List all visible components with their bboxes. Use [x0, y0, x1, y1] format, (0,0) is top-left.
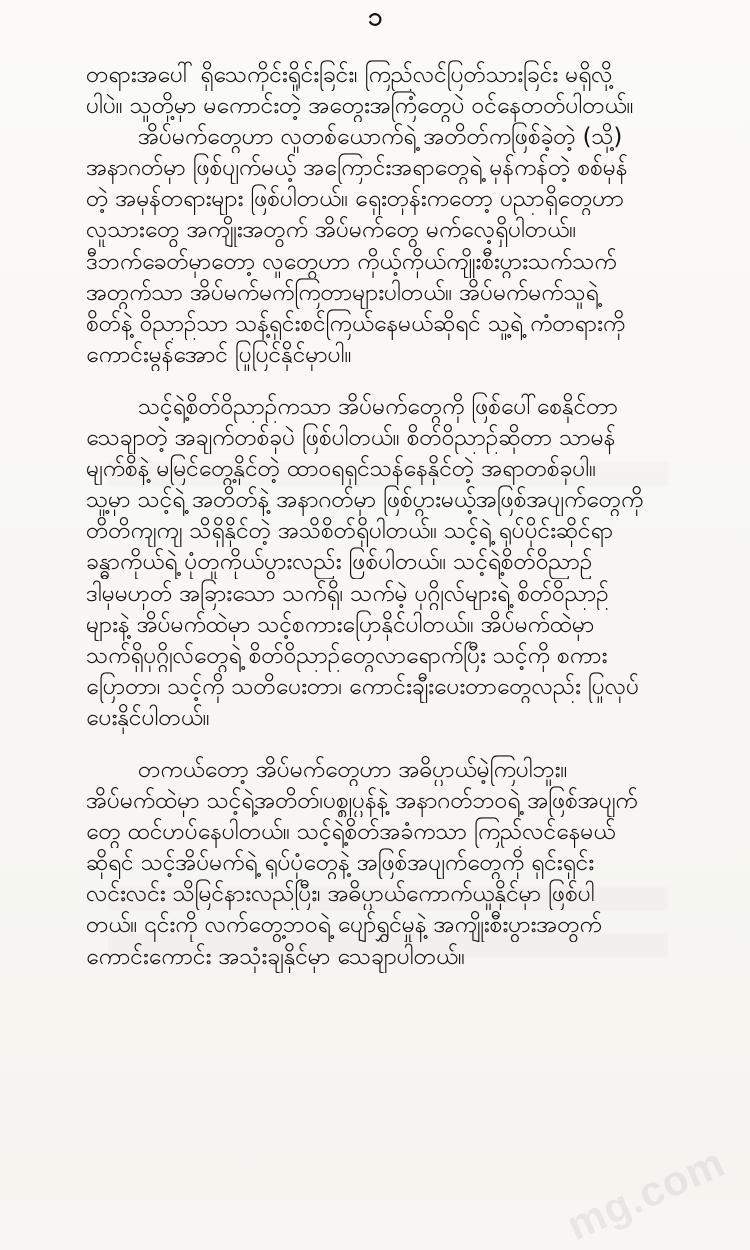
watermark: mg.com: [559, 1138, 732, 1250]
paragraph-gap: [86, 734, 664, 755]
paragraph-line: ပြောတာ၊ သင့်ကို သတိပေးတာ၊ ကောင်းချီးပေးတာတွေလည်း ပြုလုပ်: [86, 673, 639, 700]
paragraph-line: အနာဂတ်မှာ ဖြစ်ပျက်မယ့် အကြောင်းအရာတွေရဲ့ မှန်ကန်တဲ့ စစ်မှန်: [86, 155, 628, 182]
paragraph-line: ကောင်းကောင်း အသုံးချနိုင်မှာ သေချာပါတယ်။: [86, 943, 465, 970]
paragraph-line: တယ်။ ၎င်းကို လက်တွေ့ဘဝရဲ့ ပျော်ရွှင်မှုနဲ့ အကျိုးစီးပွားအတွက်: [86, 912, 602, 939]
paragraph-line: အတွက်သာ အိပ်မက်မက်ကြတာများပါတယ်။ အိပ်မက်မက်သူရဲ့: [86, 279, 599, 306]
paragraph-line: စိတ်နဲ့ ဝိညာဉ်သာ သန့်ရှင်းစင်ကြယ်နေမယ်ဆိုရင် သူ့ရဲ့ ကံတရားကို: [86, 310, 626, 337]
paragraph-line: သူ့မှာ သင့်ရဲ့ အတိတ်နဲ့ အနာဂတ်မှာ ဖြစ်ပွားမယ့်အဖြစ်အပျက်တွေကို: [86, 487, 644, 514]
paragraph-line: လင်းလင်း သိမြင်နားလည်ပြီး၊ အဓိပ္ပာယ်ကောက်ယူနိုင်မှာ ဖြစ်ပါ: [86, 881, 595, 908]
paragraph-line: ခန္ဓာကိုယ်ရဲ့ ပုံတူကိုယ်ပွားလည်း ဖြစ်ပါတယ်။ သင့်ရဲ့စိတ်ဝိညာဉ်: [86, 549, 593, 576]
paragraph-line: တွေ ထင်ဟပ်နေပါတယ်။ သင့်ရဲ့စိတ်အခံကသာ ကြည်လင်နေမယ်: [86, 819, 616, 846]
paragraph-line: ဆိုရင် သင့်အိပ်မက်ရဲ့ ရုပ်ပုံတွေနဲ့ အဖြစ်အပျက်တွေကို ရှင်းရှင်း: [86, 850, 594, 877]
paragraph-line: များနဲ့ အိပ်မက်ထဲမှာ သင့်စကားပြောနိုင်ပါတယ်။ အိပ်မက်ထဲမှာ: [86, 611, 595, 638]
paragraph-line: သက်ရှိပုဂ္ဂိုလ်တွေရဲ့ စိတ်ဝိညာဉ်တွေလာရောက်ပြီး သင့်ကို စကား: [86, 642, 608, 669]
paragraph-line: တရားအပေါ် ရှိသေကိုင်းရှိုင်းခြင်း၊ ကြည်လင်ပြတ်သားခြင်း မရှိလို့: [86, 62, 613, 88]
paragraph-line: တိတိကျကျ သိရှိနိုင်တဲ့ အသိစိတ်ရှိပါတယ်။ သင့်ရဲ့ ရုပ်ပိုင်းဆိုင်ရာ: [86, 518, 613, 545]
paragraph-line: ဒါမှမဟုတ် အခြားသော သက်ရှိ၊ သက်မဲ့ ပုဂ္ဂိုလ်များရဲ့ စိတ်ဝိညာဉ်: [86, 580, 609, 607]
paragraph-line: မျက်စိနဲ့ မမြင်တွေ့နိုင်တဲ့ ထာဝရရှင်သန်နေနိုင်တဲ့ အရာတစ်ခုပါ။: [86, 456, 596, 483]
paragraph-line: လူသားတွေ အကျိုးအတွက် အိပ်မက်တွေ မက်လေ့ရှိပါတယ်။: [86, 217, 576, 244]
paragraph-line: အိပ်မက်ထဲမှာ သင့်ရဲ့အတိတ်၊ပစ္စုပ္ပန်နဲ့ အနာဂတ်ဘဝရဲ့ အဖြစ်အပျက်: [86, 788, 638, 815]
paragraph-line: ပေးနိုင်ပါတယ်။: [86, 704, 210, 731]
paragraph-line: ပါပဲ။ သူတို့မှာ မကောင်းတဲ့ အတွေးအကြံတွေပဲ ဝင်နေတတ်ပါတယ်။: [86, 93, 634, 120]
paragraph-line: အိပ်မက်တွေဟာ လူတစ်ယောက်ရဲ့ အတိတ်ကဖြစ်ခဲ့တဲ့ (သို့): [138, 124, 623, 151]
document-body: [86, 60, 664, 973]
paragraph-line: တဲ့ အမှန်တရားများ ဖြစ်ပါတယ်။ ရှေးတုန်းကတော့ ပညာရှိတွေဟာ: [86, 186, 624, 213]
paragraph-line: သေချာတဲ့ အချက်တစ်ခုပဲ ဖြစ်ပါတယ်။ စိတ်ဝိညာဉ်ဆိုတာ သာမန်: [86, 425, 616, 452]
paragraph-gap: [86, 371, 664, 392]
paragraph-line: ဒီဘက်ခေတ်မှာတော့ လူတွေဟာ ကိုယ့်ကိုယ်ကျိုးစီးပွားသက်သက်: [86, 248, 617, 275]
paragraph-line: တကယ်တော့ အိပ်မက်တွေဟာ အဓိပ္ပာယ်မဲ့ကြပါဘူး။: [138, 756, 568, 783]
paragraph-line: သင့်ရဲ့စိတ်ဝိညာဉ်ကသာ အိပ်မက်တွေကို ဖြစ်ပေါ်စေနိုင်တာ: [138, 393, 618, 420]
paragraph-line: ကောင်းမွန်အောင် ပြုပြင်နိုင်မှာပါ။: [86, 341, 352, 368]
page-number: ၁: [367, 2, 383, 32]
